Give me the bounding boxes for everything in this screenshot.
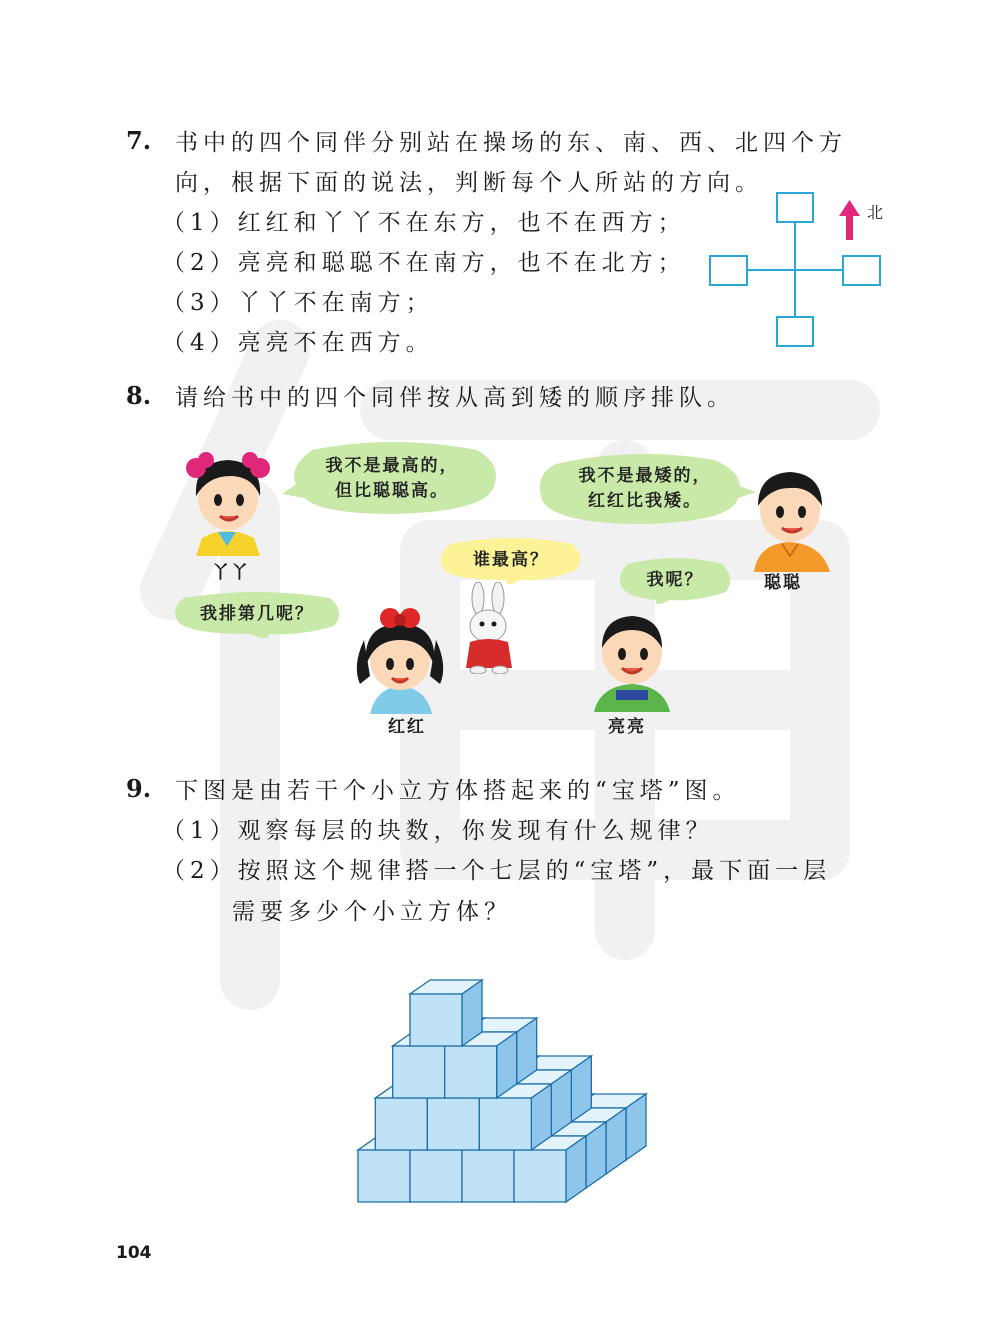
name-label-liangliang: 亮亮: [608, 717, 646, 737]
q9-subquestion-2-cont: 需要多少个小立方体？: [232, 899, 512, 925]
name-label-yaya: 丫丫: [212, 563, 250, 583]
yaya-girl-illustration: [182, 446, 272, 556]
q7-text-line1: 书中的四个同伴分别站在操场的东、南、西、北四个方: [175, 130, 847, 156]
bubble-congcong-line2: 红红比我矮。: [588, 491, 702, 511]
cube-l1-d0-w2-front: [462, 1150, 514, 1202]
bubble-yaya-line1: 我不是最高的，: [325, 456, 459, 476]
compass-diagram: [705, 190, 895, 350]
bubble-congcong-line1: 我不是最矮的，: [578, 466, 712, 486]
q9-text-line1: 下图是由若干个小立方体搭起来的“宝塔”图。: [175, 778, 741, 804]
cube-l3-d0-w1-front: [445, 1046, 497, 1098]
speech-bubble-liangliang: [616, 556, 734, 604]
q8-text-line1: 请给书中的四个同伴按从高到矮的顺序排队。: [175, 385, 735, 411]
cube-l1-d0-w3-front: [514, 1150, 566, 1202]
pagoda-cubes-figure: [350, 950, 650, 1215]
q7-clue-3: （3）丫丫不在南方；: [162, 290, 434, 316]
speech-bubble-honghong: [170, 590, 344, 638]
honghong-girl-illustration: [350, 606, 450, 714]
cube-l3-d0-w0-front: [393, 1046, 445, 1098]
north-label: 北: [867, 203, 884, 222]
bubble-honghong-text: 我排第几呢？: [200, 603, 314, 624]
cube-l2-d0-w0-front: [375, 1098, 427, 1150]
cube-l1-d0-w0-front: [358, 1150, 410, 1202]
bubble-yaya-line2: 但比聪聪高。: [335, 481, 449, 501]
bubble-rabbit-text: 谁最高？: [473, 549, 549, 570]
rabbit-illustration: [458, 582, 520, 674]
question-8-number: 8.: [126, 381, 152, 410]
page-number: 104: [116, 1243, 152, 1263]
name-label-honghong: 红红: [388, 717, 426, 737]
q9-subquestion-1: （1）观察每层的块数，你发现有什么规律？: [162, 818, 714, 844]
cube-l2-d0-w1-front: [427, 1098, 479, 1150]
speech-bubble-congcong: [534, 450, 756, 528]
question-9-number: 9.: [126, 774, 152, 803]
q7-text-line2: 向，根据下面的说法，判断每个人所站的方向。: [175, 170, 763, 196]
speech-bubble-rabbit: [436, 536, 586, 584]
cube-l2-d0-w2-front: [479, 1098, 531, 1150]
congcong-boy-illustration: [744, 460, 834, 572]
cube-l4-d0-w0-front: [410, 994, 462, 1046]
bubble-liangliang-text: 我呢？: [646, 569, 704, 590]
name-label-congcong: 聪聪: [764, 573, 802, 593]
q7-clue-4: （4）亮亮不在西方。: [162, 330, 434, 356]
children-scene: [160, 440, 860, 740]
speech-bubble-yaya: [282, 440, 502, 518]
question-7-number: 7.: [126, 126, 152, 155]
q9-subquestion-2: （2）按照这个规律搭一个七层的“宝塔”，最下面一层: [162, 858, 832, 884]
liangliang-boy-illustration: [590, 606, 674, 712]
q7-clue-1: （1）红红和丫丫不在东方，也不在西方；: [162, 210, 686, 236]
north-arrow-icon: [839, 200, 860, 240]
cube-l1-d0-w1-front: [410, 1150, 462, 1202]
q7-clue-2: （2）亮亮和聪聪不在南方，也不在北方；: [162, 250, 686, 276]
